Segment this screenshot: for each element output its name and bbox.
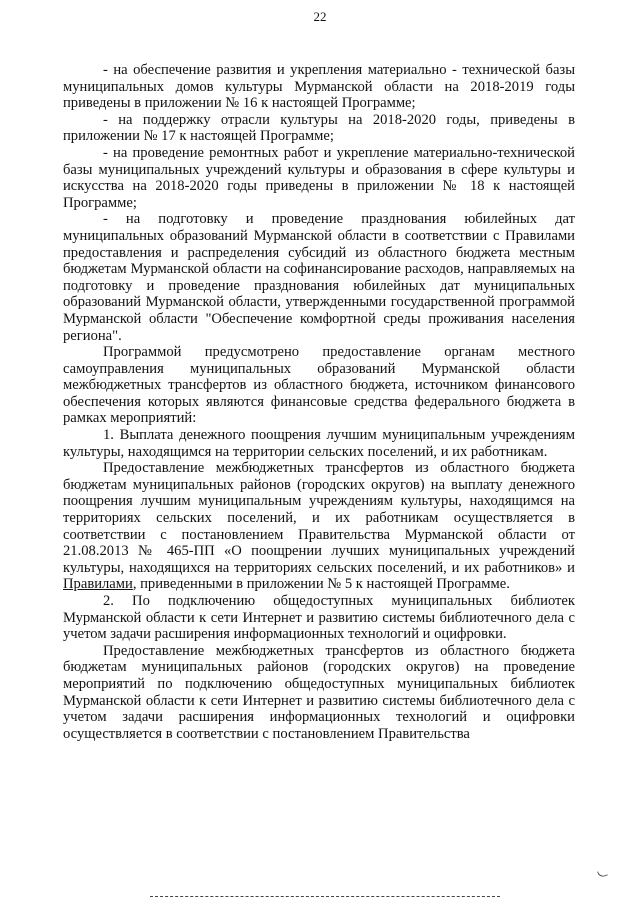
footer-rule — [150, 896, 500, 897]
paragraph-item-2: 2. По подключению общедоступных муниципальных библиотек Мурманской области к сети Интернет и развитию системы библиотечного дела с учетом задачи расширения информационных технологий и оцифровки. — [63, 593, 575, 643]
paragraph-item-1-details-tail: , приведенными в приложении № 5 к настоящей Программе. — [132, 576, 510, 593]
paragraph-item-2-details: Предоставление межбюджетных трансфертов из областного бюджета бюджетам муниципальных районов (городских округов) на проведение мероприятий по подключению общедоступных муниципальных библиотек Мурманской области к сети Интернет и развитию системы библиотечного дела с учетом задачи расширения информационных технологий и оцифровки осуществляется в соответствии с постановлением Правительства — [63, 642, 575, 742]
paragraph-program-transfers: Программой предусмотрено предоставление органам местного самоуправления муниципальных образований Мурманской области межбюджетных трансфертов из областного бюджета, источником финансового обеспечения которых являются финансовые средства федерального бюджета в рамках мероприятий: — [63, 344, 575, 427]
page-number: 22 — [313, 9, 327, 24]
paragraph-repair-works: - на проведение ремонтных работ и укрепление материально-технической базы муниципальных учреждений культуры и образования в сфере культуры и искусства на 2018-2020 годы приведены в приложении № 18 к настоящей Программе; — [63, 144, 575, 211]
paragraph-item-1-details-text: Предоставление межбюджетных трансфертов из областного бюджета бюджетам муниципальных районов (городских округов) на выплату денежного поощрения лучшим муниципальным учреждениям культуры, находящимся на территориях сельских поселений, и их работникам осуществляется в соответствии с постановлением Правительства Мурманской области от 21.08.2013 № 465-ПП «О поощрении лучших муниципальных учреждений культуры, находящихся на территориях сельских поселений, и их работников» и — [63, 460, 575, 576]
paragraph-item-1-details — [63, 460, 575, 593]
rules-link[interactable]: Правилами — [63, 576, 133, 593]
paragraph-item-1: 1. Выплата денежного поощрения лучшим муниципальным учреждениям культуры, находящимся на территории сельских поселений, и их работникам. — [63, 427, 575, 460]
paragraph-culture-support: - на поддержку отрасли культуры на 2018-2020 годы, приведены в приложении № 17 к настоящей Программе; — [63, 111, 575, 145]
paragraph-houses-of-culture: - на обеспечение развития и укрепления материально - технической базы муниципальных домов культуры Мурманской области на 2018-2019 годы приведены в приложении № 16 к настоящей Программе; — [63, 62, 575, 112]
paragraph-anniversaries: - на подготовку и проведение празднования юбилейных дат муниципальных образований Мурманской области в соответствии с Правилами предоставления и распределения субсидий из областного бюджета местным бюджетам Мурманской области на софинансирование расходов, направляемых на подготовку и проведение празднования юбилейных дат муниципальных образований Мурманской области, утвержденными государственной программой Мурманской области "Обеспечение комфортной среды проживания населения региона". — [63, 211, 575, 344]
document-body — [63, 62, 575, 742]
scan-mark — [597, 869, 608, 879]
